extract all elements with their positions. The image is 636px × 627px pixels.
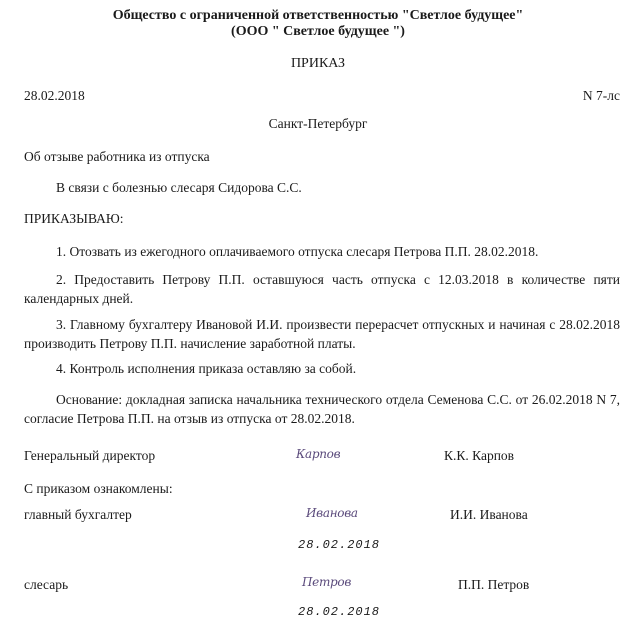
organization-name: Общество с ограниченной ответственностью "Светлое будущее" xyxy=(112,8,524,23)
order-item-1: 1. Отозвать из ежегодного оплачиваемого отпуска слесаря Петрова П.П. 28.02.2018. xyxy=(56,244,539,259)
acknowledged-label: С приказом ознакомлены: xyxy=(24,481,173,496)
accountant-position: главный бухгалтер xyxy=(24,507,132,522)
accountant-ack-date: 28.02.2018 xyxy=(298,538,381,552)
document-subject: Об отзыве работника из отпуска xyxy=(24,149,210,164)
director-signature: Карпов xyxy=(296,447,341,461)
mechanic-position: слесарь xyxy=(24,577,69,592)
mechanic-ack-date: 28.02.2018 xyxy=(298,605,381,619)
mechanic-signature: Петров xyxy=(302,575,352,589)
document-date: 28.02.2018 xyxy=(24,88,85,103)
order-item-2: 2. Предоставить Петрову П.П. оставшуюся часть отпуска с 12.03.2018 в количестве пяти календарных дней. xyxy=(24,272,620,306)
order-word: ПРИКАЗЫВАЮ: xyxy=(24,211,124,226)
document-title: ПРИКАЗ xyxy=(290,56,346,71)
order-basis: Основание: докладная записка начальника технического отдела Семенова С.С. от 26.02.2018 N 7, согласие Петрова П.П. на отзыв из отпуска от 28.02.2018. xyxy=(24,392,620,426)
director-position: Генеральный директор xyxy=(24,448,156,463)
order-item-4: 4. Контроль исполнения приказа оставляю за собой. xyxy=(56,361,357,376)
accountant-signature: Иванова xyxy=(306,506,358,520)
document-city: Санкт-Петербург xyxy=(268,116,368,131)
mechanic-name: П.П. Петров xyxy=(458,577,530,592)
director-name: К.К. Карпов xyxy=(444,448,515,463)
order-item-3: 3. Главному бухгалтеру Ивановой И.И. произвести перерасчет отпускных и начиная с 28.02.2018 производить Петрову П.П. начисление заработной платы. xyxy=(24,317,620,351)
document-number: N 7-лс xyxy=(582,88,620,103)
preamble: В связи с болезнью слесаря Сидорова С.С. xyxy=(56,180,302,195)
organization-short-name: (ООО " Светлое будущее ") xyxy=(231,24,405,39)
accountant-name: И.И. Иванова xyxy=(450,507,528,522)
